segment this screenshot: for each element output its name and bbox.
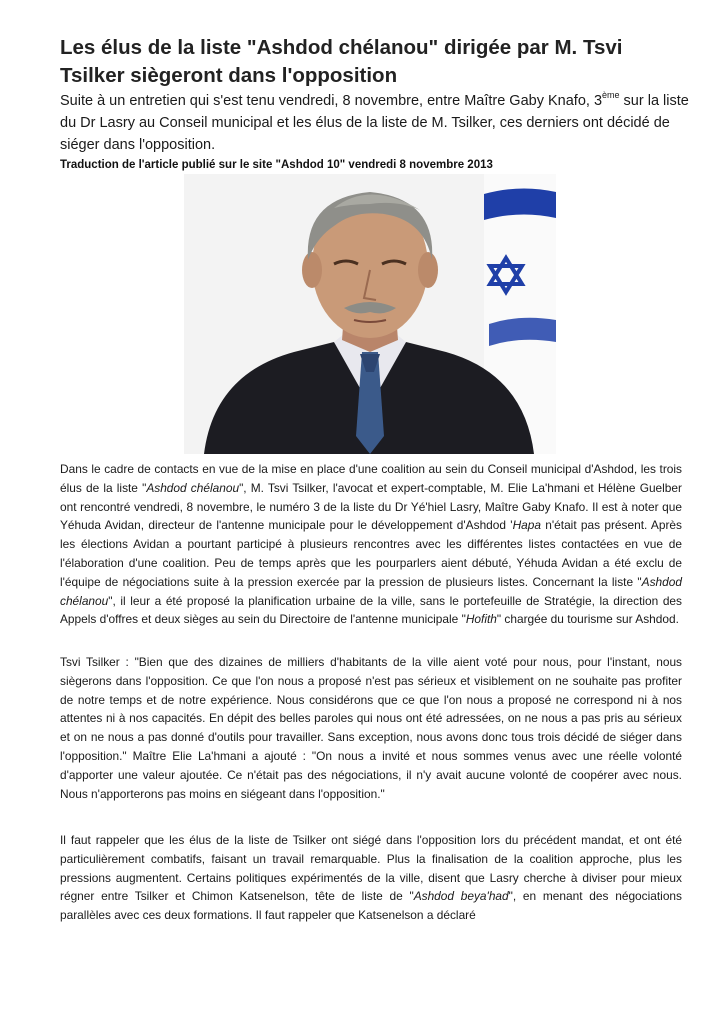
article-title: Les élus de la liste "Ashdod chélanou" dirigée par M. Tsvi Tsilker siègeront dans l'opposition (60, 36, 623, 87)
paragraph-1-text-c: n'était pas présent. Après les élections Avidan a pourtant participé à plusieurs rencontres avec les différentes listes contactées en vue de l'élaboration d'une coalition. Peu de temps après que les pourparlers aient débuté, Yéhuda Avidan a été exclu de l'équipe de négociations suite à la pression exercée par la pression de plusieurs listes. Concernant la liste " (60, 518, 682, 589)
paragraph-3-text-a: Il faut rappeler que les élus de la liste de Tsilker ont siégé dans l'opposition lors du précédent mandat, et ont été particulièrement combatifs, faisant un travail remarquable. Plus la finalisation de la coalition approche, plus les pressions augmentent. Certains politiques expérimentés de la ville, disent que Lasry cherche à diviser pour mieux régner entre Tsilker et Chimon Katsenelson, tête de liste de " (60, 833, 682, 904)
list-name-ashdod-chelanou-2: Ashdod chélanou (60, 574, 682, 608)
article-paragraph-2: Tsvi Tsilker : "Bien que des dizaines de milliers d'habitants de la ville aient voté pour nous, pour l'instant, nous siègerons dans l'opposition. Ce que l'on nous a proposé n'est pas sérieux et visiblement on ne souhaite pas profiter de notre temps et de notre expérience. Nous considérons que ce que l'on nous a proposé ne correspond ni à nos attentes ni à nos capacités. En dépit des belles paroles qui nous ont été adressées, on ne nous a pas pris au sérieux et on ne nous a pas donné d'outils pour travailler. Sans exception, nous avons donc tous trois décidé de siéger dans l'opposition." Maître Elie La'hmani a ajouté : "On nous a invité et nous sommes venus avec une réelle volonté d'apporter une valeur ajoutée. Ce n'était pas des négociations, il n'y avait aucune volonté de coopérer avec nous. Nous n'apporterons pas moins en siégeant dans l'opposition." (60, 655, 682, 801)
lede-text-a: Suite à un entretien qui s'est tenu vendredi, 8 novembre, entre Maître Gaby Knafo, 3 (60, 93, 603, 109)
hapa-name: Hapa (512, 518, 541, 533)
list-name-ashdod-beyahad: Ashdod beya'had (413, 889, 509, 904)
paragraph-1-text-b: ", M. Tsvi Tsilker, l'avocat et expert-comptable, M. Elie La'hmani et Hélène Guelber ont rencontré vendredi, 8 novembre, le numéro 3 de la liste du Dr Yé'hiel Lasry, Maître Gaby Knafo. Il est à noter que Yéhuda Avidan, directeur de l'antenne municipale pour le développement d'Ashdod ' (60, 480, 682, 533)
list-name-ashdod-chelanou: Ashdod chélanou (146, 480, 240, 495)
article-paragraph-3 (60, 831, 682, 925)
hofith-name: Hofith (465, 612, 497, 627)
portrait-illustration (184, 174, 556, 454)
paragraph-1-text-e: " chargée du tourisme sur Ashdod. (496, 612, 679, 627)
lede-superscript: ème (602, 90, 620, 101)
translation-source-line: Traduction de l'article publié sur le site "Ashdod 10" vendredi 8 novembre 2013 (60, 159, 493, 171)
portrait-photo (184, 174, 556, 454)
lede-text-b: sur la liste du Dr Lasry au Conseil municipal et les élus de la liste de M. Tsilker, ces derniers ont décidé de siéger dans l'opposition. (60, 93, 689, 153)
paragraph-1-text-d: ", il leur a été proposé la planification urbaine de la ville, sans le portefeuille de Stratégie, la direction des Appels d'offres et deux sièges au sein du Directoire de l'antenne municipale " (60, 593, 682, 627)
article-lede (60, 90, 700, 156)
paragraph-3-text-b: ", en menant des négociations parallèles avec ces deux formations. Il faut rappeler que Katsenelson a déclaré (60, 889, 682, 923)
article-paragraph-1 (60, 460, 682, 629)
paragraph-1-text-a: Dans le cadre de contacts en vue de la mise en place d'une coalition au sein du Conseil municipal d'Ashdod, les trois élus de la liste " (60, 462, 682, 495)
